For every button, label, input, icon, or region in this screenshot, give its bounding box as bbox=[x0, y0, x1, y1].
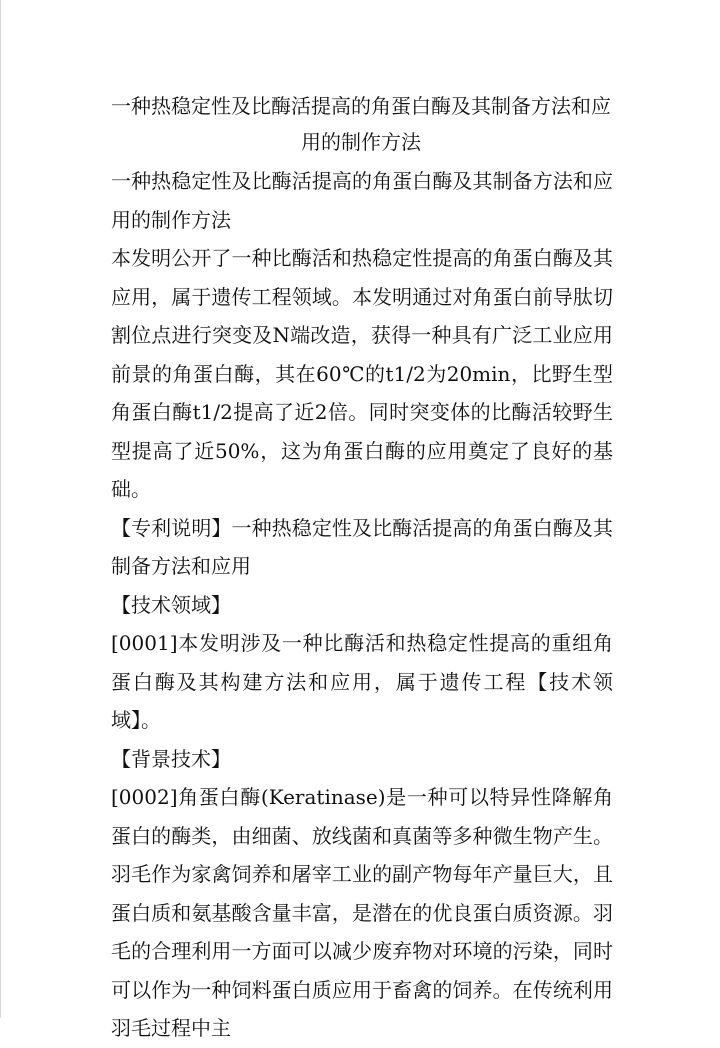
document-body bbox=[111, 162, 613, 1048]
paragraph-patent-description-heading: 【专利说明】一种热稳定性及比酶活提高的角蛋白酶及其制备方法和应用 bbox=[111, 515, 613, 578]
paragraph-0001: [0001]本发明涉及一种比酶活和热稳定性提高的重组角蛋白酶及其构建方法和应用，属于遗传工程【技术领域】。 bbox=[111, 631, 613, 732]
document-title: 一种热稳定性及比酶活提高的角蛋白酶及其制备方法和应用的制作方法 bbox=[111, 94, 611, 154]
paragraph-background-heading: 【背景技术】 bbox=[111, 746, 231, 771]
paragraph-0002: [0002]角蛋白酶(Keratinase)是一种可以特异性降解角蛋白的酶类，由细菌、放线菌和真菌等多种微生物产生。羽毛作为家禽饲养和屠宰工业的副产物每年产量巨大，且蛋白质和氨基酸含量丰富，是潜在的优良蛋白质资源。羽毛的合理利用一方面可以减少废弃物对环境的污染，同时可以作为一种饲料蛋白质应用于畜禽的饲养。在传统利用羽毛过程中主 bbox=[111, 785, 613, 1040]
paragraph-technical-field-heading: 【技术领域】 bbox=[111, 592, 231, 617]
paragraph-abstract: 本发明公开了一种比酶活和热稳定性提高的角蛋白酶及其应用，属于遗传工程领域。本发明通过对角蛋白前导肽切割位点进行突变及N端改造，获得一种具有广泛工业应用前景的角蛋白酶，其在60℃的t1/2为20min，比野生型角蛋白酶t1/2提高了近2倍。同时突变体的比酶活较野生型提高了近50%，这为角蛋白酶的应用奠定了良好的基础。 bbox=[111, 246, 613, 501]
paragraph-abstract-title: 一种热稳定性及比酶活提高的角蛋白酶及其制备方法和应用的制作方法 bbox=[111, 169, 613, 232]
